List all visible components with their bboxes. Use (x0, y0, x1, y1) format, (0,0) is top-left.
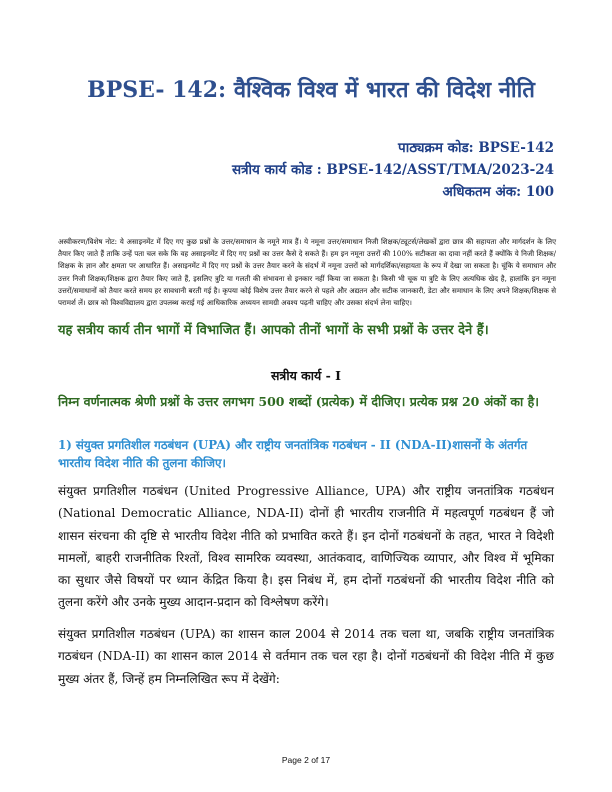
answer-paragraph-1: संयुक्त प्रगतिशील गठबंधन (United Progressive Alliance, UPA) और राष्ट्रीय जनतांत्रिक गठबंधन (National Democratic Alliance, NDA-II) दोनों ही भारतीय राजनीति में महत्वपूर्ण गठबंधन हैं जो शासन संरचना की दृष्टि से भारतीय विदेश नीति को प्रभावित करते हैं। इन दोनों गठबंधनों के तहत, भारत ने विदेशी मामलों, बाहरी राजनीतिक रिश्तों, विश्व सामरिक व्यवस्था, आतंकवाद, वाणिज्यिक व्यापार, और विश्व में भूमिका का सुधार जैसे विषयों पर ध्यान केंद्रित किया है। इस निबंध में, हम दोनों गठबंधनों की भारतीय विदेश नीति को तुलना करेंगे और उनके मुख्य आदान-प्रदान को विश्लेषण करेंगे। (58, 484, 554, 610)
page-title: BPSE- 142: वैश्विक विश्व में भारत की विदेश नीति (87, 77, 535, 103)
course-code: पाठ्यक्रम कोड: BPSE-142 (398, 140, 554, 156)
question-instruction: निम्न वर्णनात्मक श्रेणी प्रश्नों के उत्तर लगभग 500 शब्दों (प्रत्येक) में दीजिए। प्रत्येक प्रश्न 20 अंकों का है। (58, 394, 539, 409)
course-meta (232, 137, 554, 203)
answer-paragraph-2: संयुक्त प्रगतिशील गठबंधन (UPA) का शासन काल 2004 से 2014 तक चला था, जबकि राष्ट्रीय जनतांत्रिक गठबंधन (NDA-II) का शासन काल 2014 से वर्तमान तक चल रहा है। दोनों गठबंधनों की विदेश नीति में कुछ मुख्य अंतर हैं, जिन्हें हम निम्नलिखित रूप में देखेंगे: (58, 627, 554, 686)
assignment-intro: यह सत्रीय कार्य तीन भागों में विभाजित हैं। आपको तीनों भागों के सभी प्रश्नों के उत्तर देने हैं। (58, 323, 489, 338)
section-heading: सत्रीय कार्य - I (270, 368, 342, 383)
disclaimer-text: अस्वीकरण/विशेष नोट: ये असाइनमेंट में दिए गए कुछ प्रश्नों के उत्तर/समाधान के नमूने मात्र हैं। ये नमूना उत्तर/समाधान निजी शिक्षक/ट्यूटर्स/लेखकों द्वारा छात्र की सहायता और मार्गदर्शन के लिए तैयार किए जाते हैं ताकि उन्हें पता चल सके कि वह असाइनमेंट में दिए गए प्रश्नों का उत्तर कैसे दे सकते हैं। हम इन नमूना उत्तरों की 100% सटीकता का दावा नहीं करते हैं क्योंकि ये निजी शिक्षक/शिक्षक के ज्ञान और क्षमता पर आधारित हैं। असाइनमेंट में दिए गए प्रश्नों के उत्तर तैयार करने के संदर्भ में नमूना उत्तरों को मार्गदर्शिका/सहायता के रूप में देखा जा सकता है। चूंकि ये समाधान और उत्तर निजी शिक्षक/शिक्षक द्वारा तैयार किए जाते हैं, इसलिए त्रुटि या गलती की संभावना से इनकार नहीं किया जा सकता है। किसी भी चूक या त्रुटि के लिए अत्यधिक खेद है, हालांकि इन नमूना उत्तरों/समाधानों को तैयार करते समय हर सावधानी बरती गई है। कृपया कोई विशेष उत्तर तैयार करने से पहले और अद्यतन और सटीक जानकारी, डेटा और समाधान के लिए अपने शिक्षक/शिक्षक से परामर्श लें। छात्र को विश्वविद्यालय द्वारा उपलब्ध कराई गई आधिकारिक अध्ययन सामग्री अवश्य पढ़नी चाहिए और उसका संदर्भ लेना चाहिए। (58, 237, 556, 308)
assignment-code: सत्रीय कार्य कोड : BPSE-142/ASST/TMA/2023-24 (231, 162, 554, 178)
max-marks: अधिकतम अंक: 100 (442, 184, 554, 200)
question-1: 1) संयुक्त प्रगतिशील गठबंधन (UPA) और राष्ट्रीय जनतांत्रिक गठबंधन - II (NDA-II)शासनों के अंतर्गत भारतीय विदेश नीति की तुलना कीजिए। (58, 438, 528, 470)
page-number: Page 2 of 17 (281, 755, 331, 765)
